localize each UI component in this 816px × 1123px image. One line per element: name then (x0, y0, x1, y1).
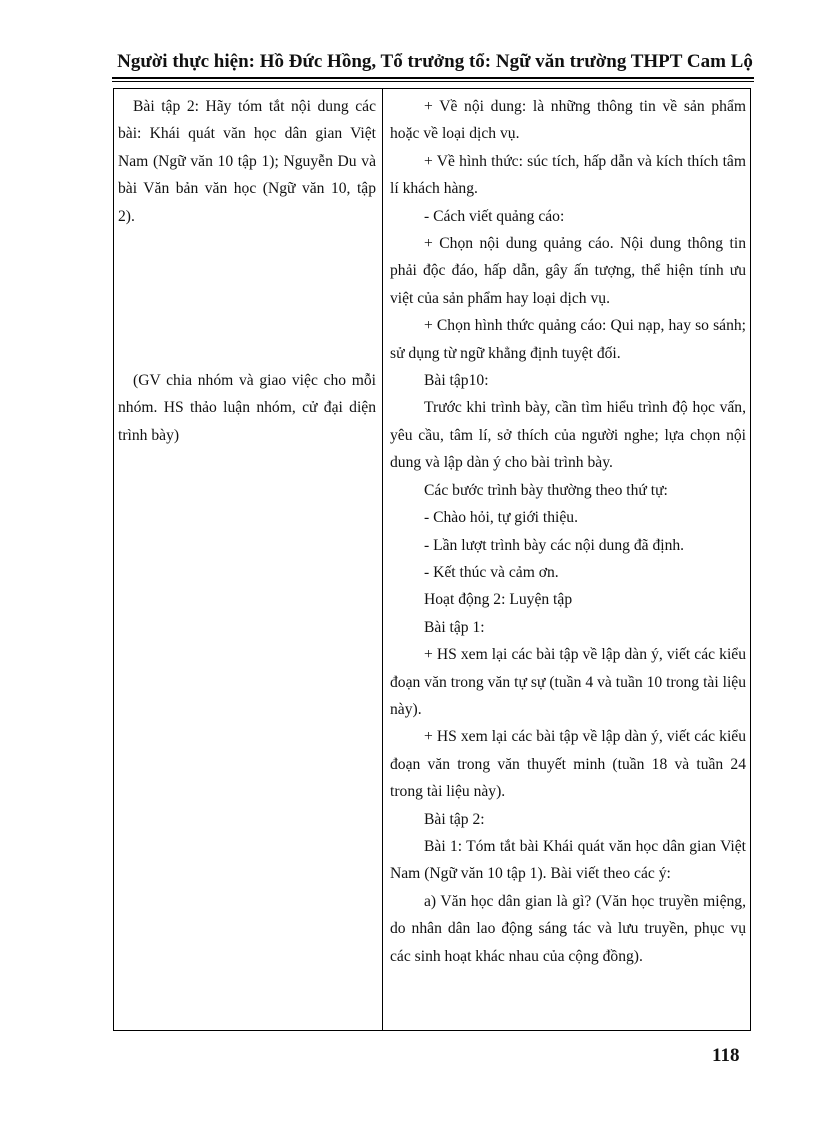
left-paragraph: Bài tập 2: Hãy tóm tắt nội dung các bài: Khái quát văn học dân gian Việt Nam (Ngữ văn 10 tập 1); Nguyễn Du và bài Văn bản văn học (Ngữ văn 10, tập 2). (118, 98, 376, 225)
right-paragraph: + Chọn hình thức quảng cáo: Qui nạp, hay so sánh; sử dụng từ ngữ khẳng định tuyệt đối. (390, 317, 746, 362)
page-number: 118 (712, 1045, 740, 1066)
right-paragraph: + Về nội dung: là những thông tin về sản phẩm hoặc về loại dịch vụ. (390, 98, 746, 143)
left-paragraph: (GV chia nhóm và giao việc cho mỗi nhóm. HS thảo luận nhóm, cử đại diện trình bày) (118, 372, 376, 444)
column-divider (382, 89, 383, 1030)
left-spacer (118, 230, 376, 367)
right-paragraph: Bài tập 1: (424, 618, 485, 636)
right-paragraph: - Kết thúc và cảm ơn. (424, 563, 559, 581)
right-paragraph: - Cách viết quảng cáo: (424, 207, 565, 225)
right-column (390, 93, 746, 970)
header-rule-thin (112, 81, 754, 82)
right-paragraph: Bài 1: Tóm tắt bài Khái quát văn học dân gian Việt Nam (Ngữ văn 10 tập 1). Bài viết theo các ý: (390, 837, 746, 883)
left-column (118, 93, 376, 449)
right-paragraph: + Chọn nội dung quảng cáo. Nội dung thông tin phải độc đáo, hấp dẫn, gây ấn tượng, thể hiện tính ưu việt của sản phẩm hay loại dịch vụ. (390, 235, 746, 307)
right-paragraph: + HS xem lại các bài tập về lập dàn ý, viết các kiểu đoạn văn trong văn thuyết minh (tuần 18 và tuần 24 trong tài liệu này). (390, 728, 746, 801)
right-paragraph: + HS xem lại các bài tập về lập dàn ý, viết các kiểu đoạn văn trong văn tự sự (tuần 4 và tuần 10 trong tài liệu này). (390, 646, 746, 718)
header-rule (112, 77, 754, 79)
right-paragraph: Hoạt động 2: Luyện tập (424, 591, 573, 609)
right-paragraph: Trước khi trình bày, cần tìm hiểu trình độ học vấn, yêu cầu, tâm lí, sở thích của người nghe; lựa chọn nội dung và lập dàn ý cho bài trình bày. (390, 399, 746, 472)
right-paragraph: Bài tập10: (424, 372, 489, 390)
right-paragraph: a) Văn học dân gian là gì? (Văn học truyền miệng, do nhân dân lao động sáng tác và lưu truyền, phục vụ các sinh hoạt khác nhau của cộng đồng). (390, 892, 746, 965)
lesson-table (113, 88, 751, 1031)
right-paragraph: Bài tập 2: (424, 810, 485, 828)
page-header: Người thực hiện: Hồ Đức Hồng, Tổ trưởng tổ: Ngữ văn trường THPT Cam Lộ (117, 51, 753, 72)
right-paragraph: - Lần lượt trình bày các nội dung đã định. (424, 536, 685, 554)
right-paragraph: - Chào hỏi, tự giới thiệu. (424, 509, 578, 527)
right-paragraph: Các bước trình bày thường theo thứ tự: (424, 481, 668, 499)
right-paragraph: + Về hình thức: súc tích, hấp dẫn và kích thích tâm lí khách hàng. (390, 152, 746, 198)
